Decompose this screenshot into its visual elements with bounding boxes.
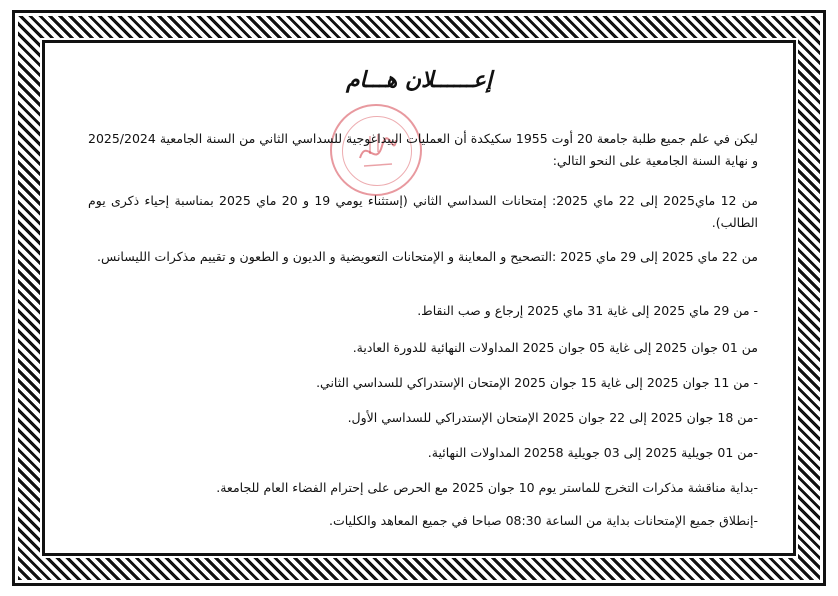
list-item: من 01 جوان 2025 إلى غاية 05 جوان 2025 المداولات النهائية للدورة العادية.	[352, 340, 758, 355]
page-title: إعــــــلان هـــام	[345, 68, 493, 93]
intro-paragraph: ليكن في علم جميع طلبة جامعة 20 أوت 1955 سكيكدة أن العمليات البيداغوجية للسداسي الثاني من السنة الجامعية 2025/2024 و نهاية السنة الجامعية على النحو التالي:	[88, 131, 758, 168]
list-item: -إنطلاق جميع الإمتحانات بداية من الساعة 08:30 صباحا في جميع المعاهد والكليات.	[329, 513, 758, 528]
list-item: - من 11 جوان 2025 إلى غاية 15 جوان 2025 الإمتحان الإستدراكي للسداسي الثاني.	[316, 375, 758, 390]
list-item: من 22 ماي 2025 إلى 29 ماي 2025 :التصحيح و المعاينة و الإمتحانات التعويضية و الديون و الطعون و تقييم مذكرات الليسانس.	[97, 249, 758, 264]
list-item: -من 18 جوان 2025 إلى 22 جوان 2025 الإمتحان الإستدراكي للسداسي الأول.	[347, 410, 758, 425]
list-item: - من 29 ماي 2025 إلى غاية 31 ماي 2025 إرجاع و صب النقاط.	[417, 303, 758, 318]
list-item: من 12 ماي2025 إلى 22 ماي 2025: إمتحانات السداسي الثاني (إستثناء يومي 19 و 20 ماي 2025 بمناسبة إحياء ذكرى يوم الطالب).	[88, 193, 759, 230]
list-item: -بداية مناقشة مذكرات التخرج للماستر يوم 10 جوان 2025 مع الحرص على إحترام الفضاء العام للجامعة.	[216, 480, 758, 495]
inner-border	[42, 40, 796, 556]
list-item: -من 01 جويلية 2025 إلى 03 جويلية 20258 المداولات النهائية.	[427, 445, 758, 460]
